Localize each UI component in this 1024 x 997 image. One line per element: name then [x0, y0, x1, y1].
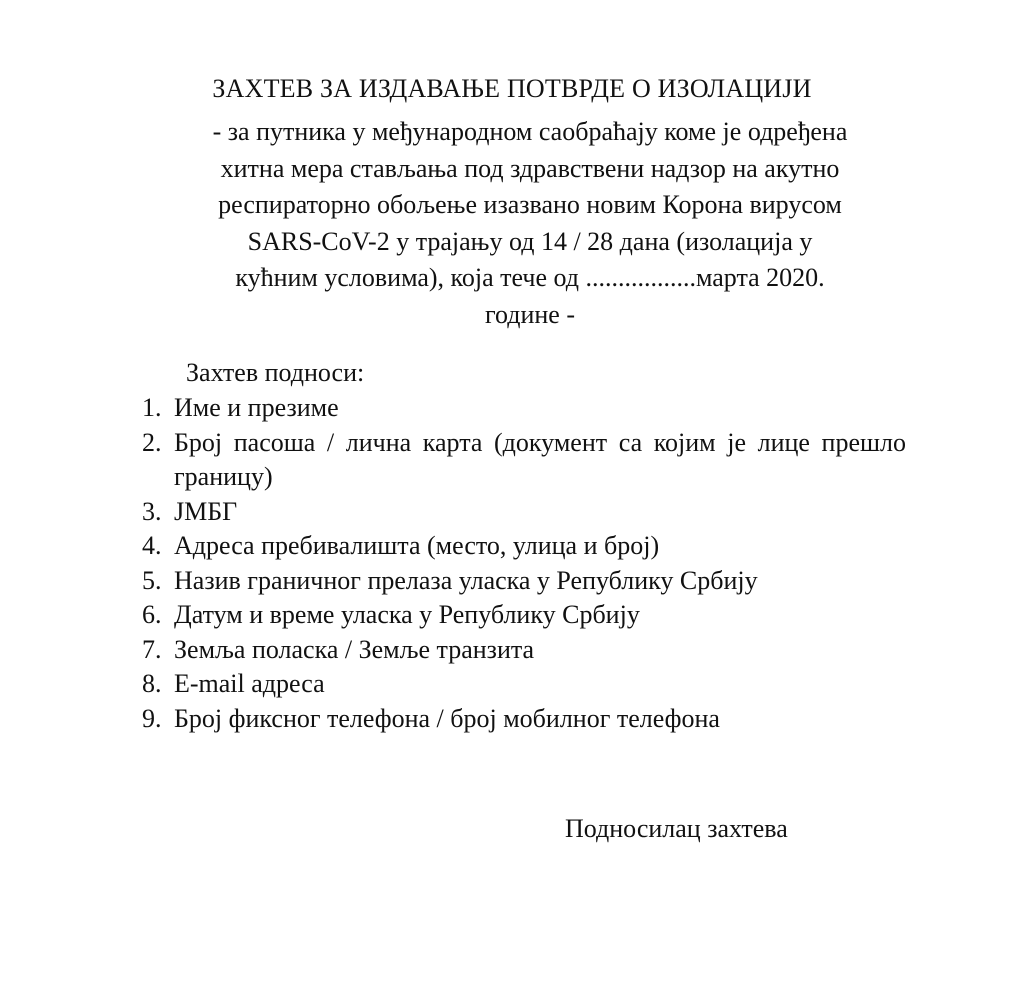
document-subtitle: [150, 114, 910, 333]
list-item: [142, 391, 906, 426]
list-item-text: Име и презиме: [174, 393, 339, 422]
list-item: [142, 633, 906, 668]
required-fields-list: [142, 391, 906, 736]
list-item-text: Назив граничног прелаза уласка у Републику Србију: [174, 565, 758, 595]
list-item-number: 3.: [142, 496, 162, 526]
subtitle-line: хитна мера стављања под здравствени надзор на акутно: [220, 153, 840, 183]
document-title: ЗАХТЕВ ЗА ИЗДАВАЊЕ ПОТВРДЕ О ИЗОЛАЦИЈИ: [212, 74, 812, 103]
list-item-text: ЈМБГ: [174, 496, 238, 526]
list-item-number: 9.: [142, 703, 162, 733]
list-item: [142, 529, 906, 564]
list-item: [142, 667, 906, 702]
subtitle-line: кућним условима), која тече од .................марта 2020.: [235, 263, 825, 292]
section-label: Захтев подноси:: [186, 358, 365, 387]
list-item-text: E-mail адреса: [174, 669, 325, 698]
list-item-text: Број пасоша / лична карта (документ са којим је лице прешло границу): [174, 427, 906, 491]
list-item-number: 2.: [142, 427, 162, 457]
list-item: [142, 598, 906, 633]
list-item-text: Број фиксног телефона / број мобилног телефона: [174, 703, 720, 733]
signature-label: Подносилац захтева: [565, 814, 788, 843]
list-item: [142, 564, 906, 599]
subtitle-line: године -: [484, 299, 576, 329]
list-item-text: Адреса пребивалишта (место, улица и број): [174, 531, 660, 560]
list-item-number: 6.: [142, 600, 162, 629]
list-item-number: 4.: [142, 531, 162, 560]
subtitle-line: респираторно обољење изазвано новим Корона вирусом: [218, 190, 842, 219]
list-item-text: Земља поласка / Земље транзита: [174, 634, 535, 664]
list-item: [142, 495, 906, 530]
list-item: [142, 702, 906, 737]
subtitle-line: SARS-CoV-2 у трајању од 14 / 28 дана (изолација у: [247, 226, 813, 256]
list-item-number: 5.: [142, 565, 162, 595]
list-item-number: 8.: [142, 669, 162, 698]
list-item-text: Датум и време уласка у Републику Србију: [174, 600, 640, 629]
list-item: [142, 426, 906, 495]
list-item-number: 7.: [142, 634, 162, 664]
subtitle-line: - за путника у међународном саобраћају коме је одређена: [212, 117, 848, 146]
list-item-number: 1.: [142, 393, 162, 422]
